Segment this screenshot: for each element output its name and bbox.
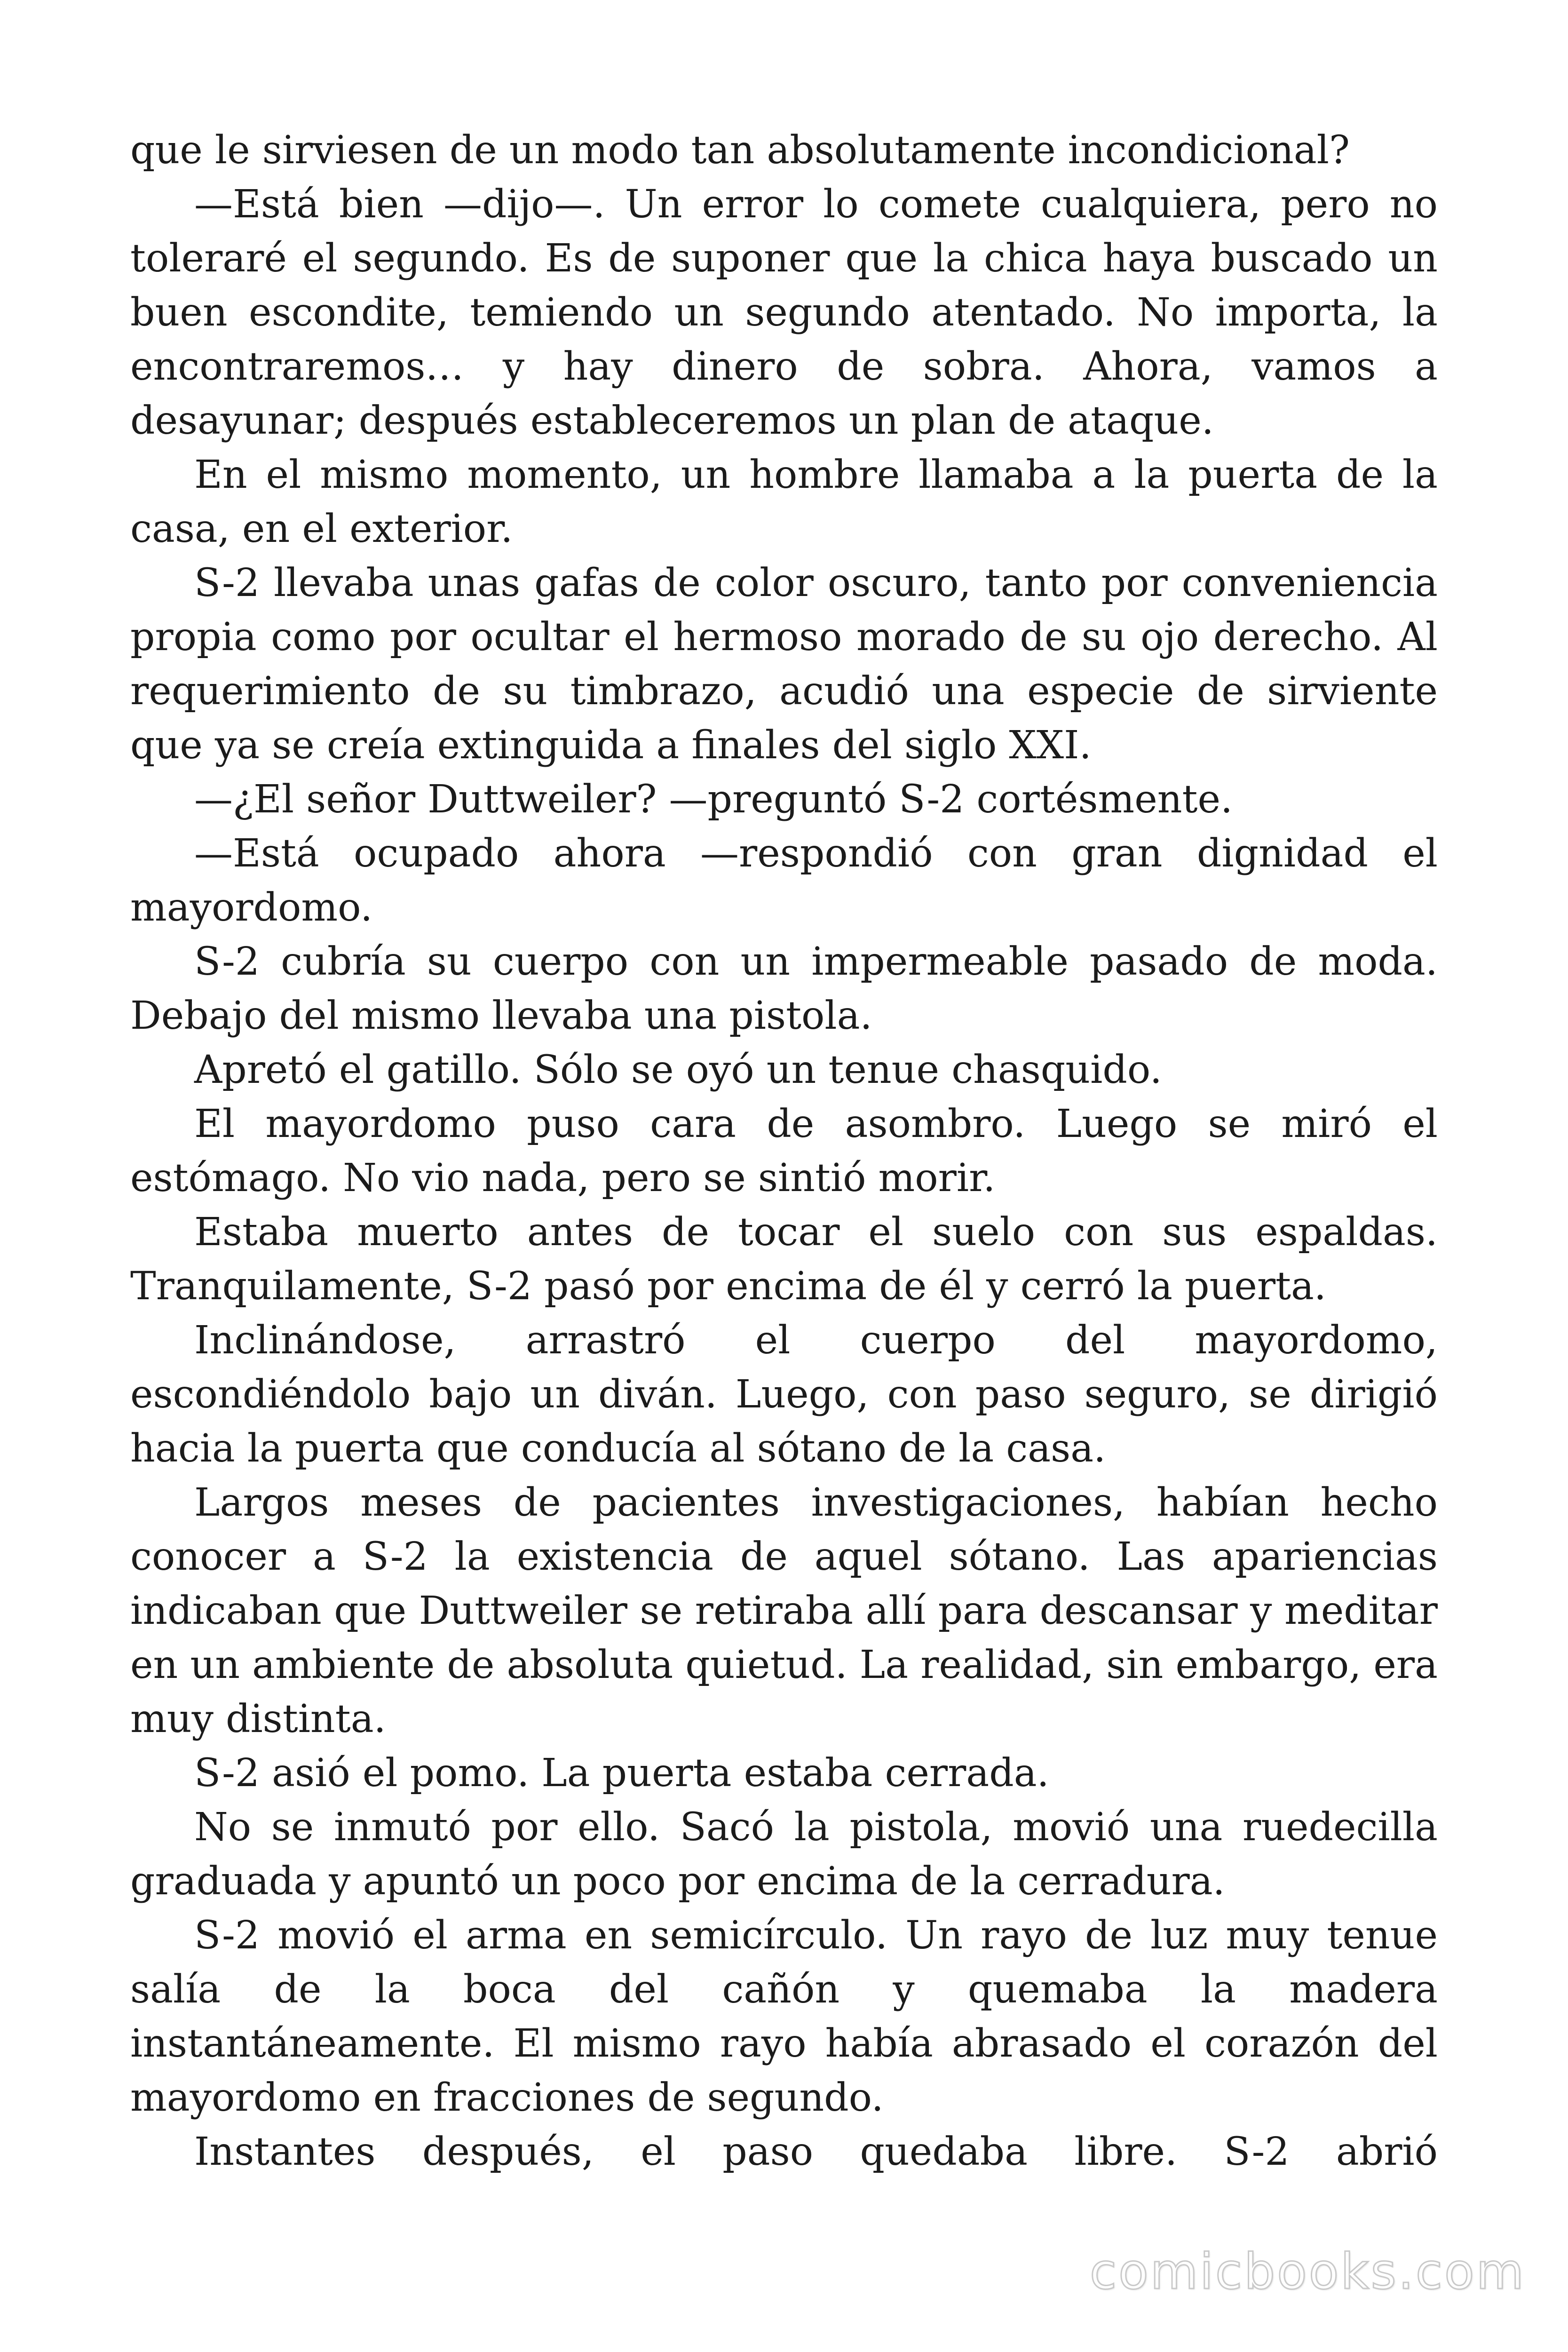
paragraph: Instantes después, el paso quedaba libre. S-2 abrió [194,2130,1438,2174]
paragraph: En el mismo momento, un hombre llamaba a la puerta de la casa, en el exterior. [130,453,1438,551]
paragraph: Inclinándose, arrastró el cuerpo del mayordomo, escondiéndolo bajo un diván. Luego, con paso seguro, se dirigió hacia la puerta que conducía al sótano de la casa. [130,1318,1438,1471]
paragraph: S-2 asió el pomo. La puerta estaba cerrada. [194,1751,1049,1796]
paragraph: S-2 llevaba unas gafas de color oscuro, tanto por conveniencia propia como por ocultar el hermoso morado de su ojo derecho. Al requerimiento de su timbrazo, acudió una especie de sirviente que ya se creía extinguida a finales del siglo XXI. [130,561,1438,768]
paragraph: S-2 movió el arma en semicírculo. Un rayo de luz muy tenue salía de la boca del cañón y quemaba la madera instantáneamente. El mismo rayo había abrasado el corazón del mayordomo en fracciones de segundo. [130,1913,1438,2120]
paragraph: —Está bien —dijo—. Un error lo comete cualquiera, pero no toleraré el segundo. Es de suponer que la chica haya buscado un buen escondite, temiendo un segundo atentado. No importa, la encontraremos… y hay dinero de sobra. Ahora, vamos a desayunar; después estableceremos un plan de ataque. [130,182,1438,443]
paragraph: El mayordomo puso cara de asombro. Luego se miró el estómago. No vio nada, pero se sintió morir. [130,1102,1438,1200]
paragraph: Largos meses de pacientes investigaciones, habían hecho conocer a S-2 la existencia de aquel sótano. Las apariencias indicaban que Duttweiler se retiraba allí para descansar y meditar en un ambiente de absoluta quietud. La realidad, sin embargo, era muy distinta. [130,1480,1438,1741]
paragraph: S-2 cubría su cuerpo con un impermeable pasado de moda. Debajo del mismo llevaba una pistola. [130,939,1438,1038]
paragraph: Apretó el gatillo. Sólo se oyó un tenue chasquido. [194,1048,1162,1092]
paragraph: —Está ocupado ahora —respondió con gran dignidad el mayordomo. [130,831,1438,930]
paragraph: que le sirviesen de un modo tan absolutamente incondicional? [130,128,1350,173]
page-text [130,123,1438,2179]
paragraph: Estaba muerto antes de tocar el suelo con sus espaldas. Tranquilamente, S-2 pasó por encima de él y cerró la puerta. [130,1210,1438,1309]
paragraph: No se inmutó por ello. Sacó la pistola, movió una ruedecilla graduada y apuntó un poco por encima de la cerradura. [130,1805,1438,1904]
paragraph: —¿El señor Duttweiler? —preguntó S-2 cortésmente. [194,777,1233,822]
watermark: comicbooks.com [1089,2243,1526,2300]
